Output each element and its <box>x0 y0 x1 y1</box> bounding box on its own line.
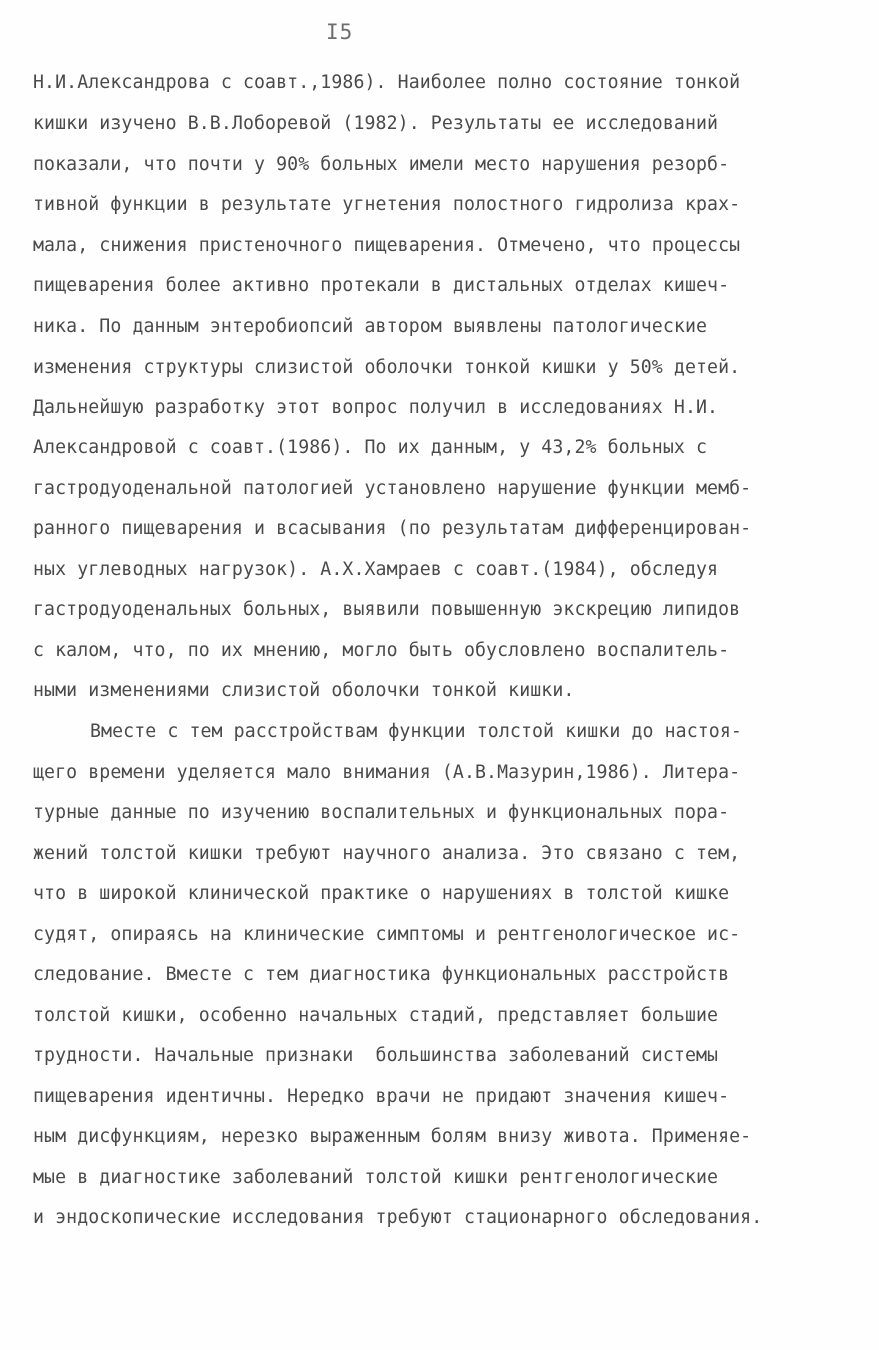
paragraph-first-line: Вместе с тем расстройствам функции толстой кишки до настоя- <box>90 721 742 742</box>
text-line: мые в диагностике заболеваний толстой кишки рентгенологические <box>33 1167 719 1188</box>
text-line: судят, опираясь на клинические симптомы и рентгенологическое ис- <box>33 924 741 945</box>
text-line: жений толстой кишки требуют научного анализа. Это связано с тем, <box>33 843 741 864</box>
text-line: турные данные по изучению воспалительных и функциональных пора- <box>33 802 730 823</box>
text-line: мала, снижения пристеночного пищеварения. Отмечено, что процессы <box>33 235 741 256</box>
text-line: ных углеводных нагрузок). А.Х.Хамраев с соавт.(1984), обследуя <box>33 559 719 580</box>
text-line: гастродуоденальной патологией установлено нарушение функции мемб- <box>33 478 752 499</box>
text-line: показали, что почти у 90% больных имели место нарушения резорб- <box>33 154 730 175</box>
text-line: щего времени уделяется мало внимания (А.В.Мазурин,1986). Литера- <box>33 762 741 783</box>
text-line: что в широкой клинической практике о нарушениях в толстой кишке <box>33 883 730 904</box>
text-line: Александровой с соавт.(1986). По их данным, у 43,2% больных с <box>33 437 708 458</box>
text-line: гастродуоденальных больных, выявили повышенную экскрецию липидов <box>33 599 741 620</box>
text-line: и эндоскопические исследования требуют стационарного обследования. <box>33 1207 763 1228</box>
text-line: изменения структуры слизистой оболочки тонкой кишки у 50% детей. <box>33 357 741 378</box>
text-line: толстой кишки, особенно начальных стадий, представляет большие <box>33 1005 719 1026</box>
text-line: ника. По данным энтеробиопсий автором выявлены патологические <box>33 316 708 337</box>
text-line: ранного пищеварения и всасывания (по результатам дифференцирован- <box>33 518 752 539</box>
text-line: ными изменениями слизистой оболочки тонкой кишки. <box>33 680 575 701</box>
text-line: пищеварения идентичны. Нередко врачи не придают значения кишеч- <box>33 1086 730 1107</box>
page-number: I5 <box>326 20 354 44</box>
text-line: ным дисфункциям, нерезко выраженным болям внизу живота. Применяе- <box>33 1126 752 1147</box>
text-line: трудности. Начальные признаки большинства заболеваний системы <box>33 1045 719 1066</box>
text-line: пищеварения более активно протекали в дистальных отделах кишеч- <box>33 275 730 296</box>
text-line: тивной функции в результате угнетения полостного гидролиза крах- <box>33 194 741 215</box>
text-line: следование. Вместе с тем диагностика функциональных расстройств <box>33 964 730 985</box>
text-line: Дальнейшую разработку этот вопрос получил в исследованиях Н.И. <box>33 397 719 418</box>
text-line: Н.И.Александрова с соавт.,1986). Наиболее полно состояние тонкой <box>33 72 741 93</box>
text-line: кишки изучено В.В.Лоборевой (1982). Результаты ее исследований <box>33 113 719 134</box>
text-line: с калом, что, по их мнению, могло быть обусловлено воспалитель- <box>33 640 730 661</box>
